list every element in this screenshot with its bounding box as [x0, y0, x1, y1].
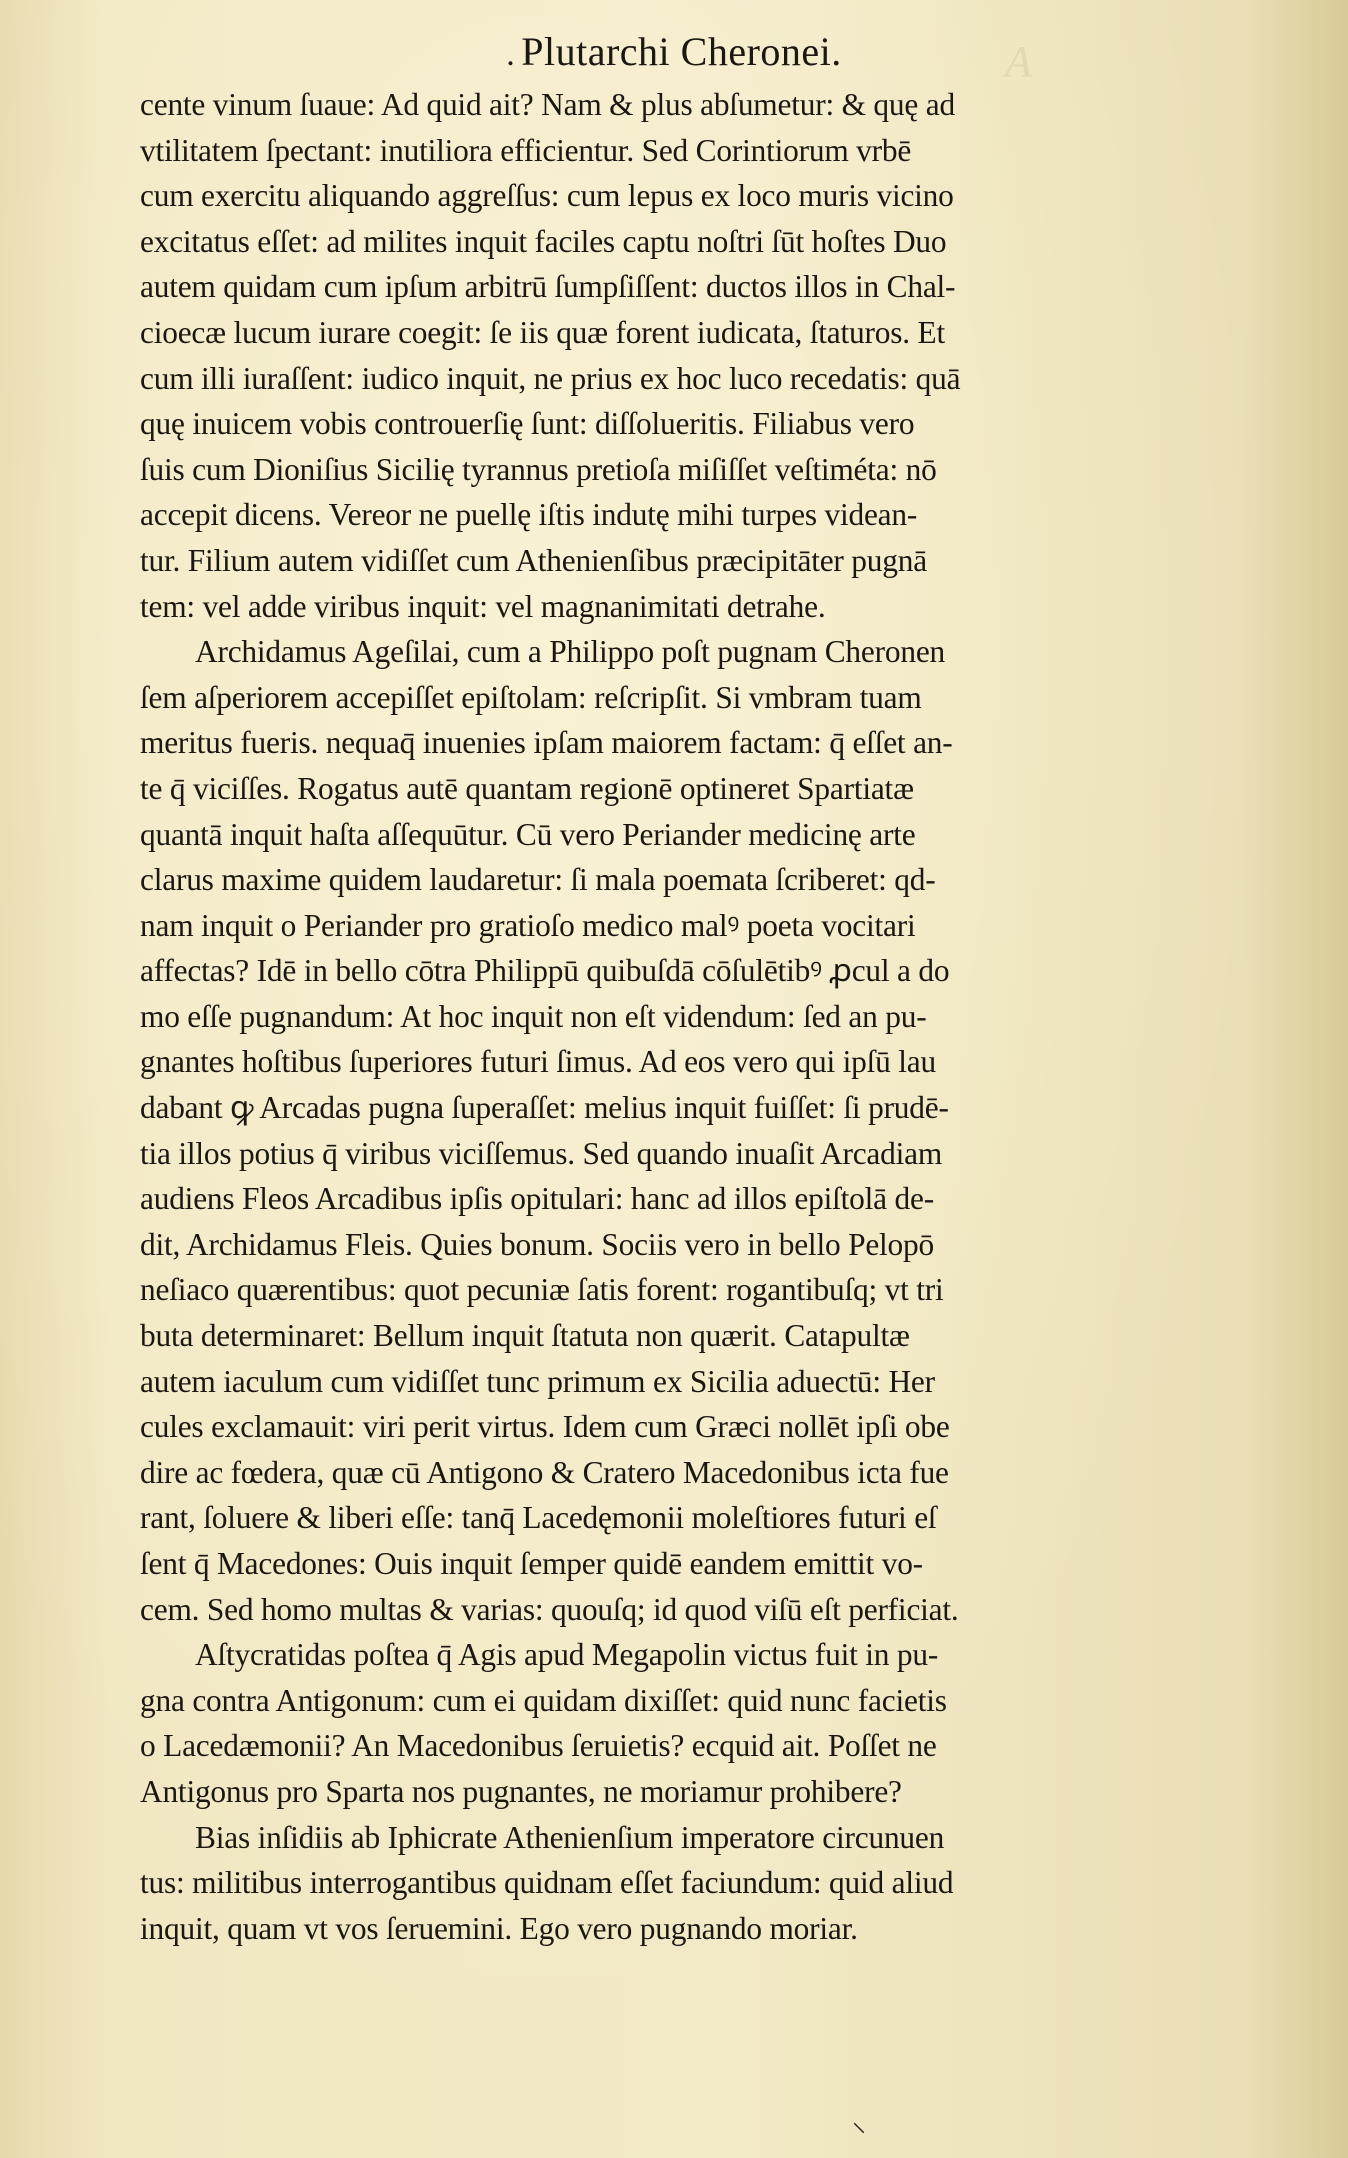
text-line: dire ac fœdera, quæ cū Antigono & Cratero Macedonibus icta fue — [140, 1454, 949, 1490]
text-line: autem iaculum cum vidiſſet tunc primum ex Sicilia aduectū: Her — [140, 1363, 935, 1399]
text-line: cum illi iuraſſent: iudico inquit, ne prius ex hoc luco recedatis: quā — [140, 360, 961, 396]
text-line: ſuis cum Dioniſius Sicilię tyrannus pretioſa miſiſſet veſtiméta: nō — [140, 451, 937, 487]
text-line: rant, ſoluere & liberi eſſe: tanq̄ Lacedęmonii moleſtiores futuri eſ — [140, 1500, 937, 1536]
text-line: nam inquit o Periander pro gratioſo medico malꝰ poeta vocitari — [140, 907, 916, 943]
text-line: cum exercitu aliquando aggreſſus: cum lepus ex loco muris vicino — [140, 178, 954, 214]
text-line: Antigonus pro Sparta nos pugnantes, ne moriamur prohibere? — [140, 1773, 902, 1809]
text-line: mo eſſe pugnandum: At hoc inquit non eſt videndum: ſed an pu- — [140, 998, 927, 1034]
text-line: ſent q̄ Macedones: Ouis inquit ſemper quidē eandem emittit vo- — [140, 1546, 923, 1581]
text-line: affectas? Idē in bello cōtra Philippū quibuſdā cōſulētibꝰ ꝓcul a do — [140, 953, 950, 989]
running-head-text: Plutarchi Cheronei. — [521, 29, 842, 74]
text-line: cules exclamauit: viri perit virtus. Idem cum Græci nollēt ipſi obe — [140, 1409, 950, 1445]
text-line: quantā inquit haſta aſſequūtur. Cū vero Periander medicinę arte — [140, 816, 916, 852]
text-line: meritus fueris. nequaq̄ inuenies ipſam maiorem factam: q̄ eſſet an- — [140, 725, 953, 761]
text-line: autem quidam cum ipſum arbitrū ſumpſiſſent: ductos illos in Chal- — [140, 269, 956, 305]
text-line: inquit, quam vt vos ſeruemini. Ego vero pugnando moriar. — [140, 1910, 858, 1946]
text-line: Aſtycratidas poſtea q̄ Agis apud Megapolin victus fuit in pu- — [195, 1637, 939, 1673]
text-line: neſiaco quærentibus: quot pecuniæ ſatis forent: rogantibuſq; vt tri — [140, 1272, 944, 1308]
text-line: o Lacedæmonii? An Macedonibus ſeruietis? ecquid ait. Poſſet ne — [140, 1728, 937, 1764]
text-line: tus: militibus interrogantibus quidnam eſſet faciundum: quid aliud — [140, 1865, 954, 1901]
text-line: tur. Filium autem vidiſſet cum Athenienſibus præcipitāter pugnā — [140, 542, 927, 578]
footer-mark: ⸜ — [852, 2107, 867, 2138]
text-line: excitatus eſſet: ad milites inquit faciles captu noſtri ſūt hoſtes Duo — [140, 223, 947, 259]
text-line: Bias inſidiis ab Iphicrate Athenienſium imperatore circunuen — [195, 1819, 945, 1855]
text-line: audiens Fleos Arcadibus ipſis opitulari: hanc ad illos epiſtolā de- — [140, 1181, 934, 1217]
text-line: Archidamus Ageſilai, cum a Philippo poſt pugnam Cheronen — [195, 634, 946, 670]
text-line: clarus maxime quidem laudaretur: ſi mala poemata ſcriberet: qd- — [140, 862, 936, 898]
running-head — [0, 28, 1348, 75]
text-line: tem: vel adde viribus inquit: vel magnanimitati detrahe. — [140, 588, 826, 624]
show-through-text: A — [1005, 37, 1034, 86]
text-line: te q̄ viciſſes. Rogatus autē quantam regionē optineret Spartiatæ — [140, 770, 914, 806]
text-line: dabant ꝙ Arcadas pugna ſuperaſſet: melius inquit fuiſſet: ſi prudē- — [140, 1090, 949, 1126]
text-line: ſem aſperiorem accepiſſet epiſtolam: reſcripſit. Si vmbram tuam — [140, 679, 922, 715]
text-line: cem. Sed homo multas & varias: quouſq; id quod viſū eſt perficiat. — [140, 1591, 959, 1627]
running-head-dot: . — [506, 36, 516, 73]
text-line: accepit dicens. Vereor ne puellę iſtis indutę mihi turpes videan- — [140, 497, 918, 533]
text-line: gnantes hoſtibus ſuperiores futuri ſimus. Ad eos vero qui ipſū lau — [140, 1044, 936, 1080]
text-block — [140, 82, 1335, 1951]
text-line: cente vinum ſuaue: Ad quid ait? Nam & plus abſumetur: & quę ad — [140, 87, 955, 122]
text-line: tia illos potius q̄ viribus viciſſemus. Sed quando inuaſit Arcadiam — [140, 1135, 943, 1171]
text-line: gna contra Antigonum: cum ei quidam dixiſſet: quid nunc facietis — [140, 1682, 947, 1718]
text-line: quę inuicem vobis controuerſię ſunt: diſſolueritis. Filiabus vero — [140, 406, 915, 442]
text-line: vtilitatem ſpectant: inutiliora efficientur. Sed Corintiorum vrbē — [140, 132, 912, 168]
text-line: cioecæ lucum iurare coegit: ſe iis quæ forent iudicata, ſtaturos. Et — [140, 314, 945, 350]
text-line: buta determinaret: Bellum inquit ſtatuta non quærit. Catapultæ — [140, 1318, 910, 1354]
text-line: dit, Archidamus Fleis. Quies bonum. Sociis vero in bello Pelopō — [140, 1226, 934, 1262]
